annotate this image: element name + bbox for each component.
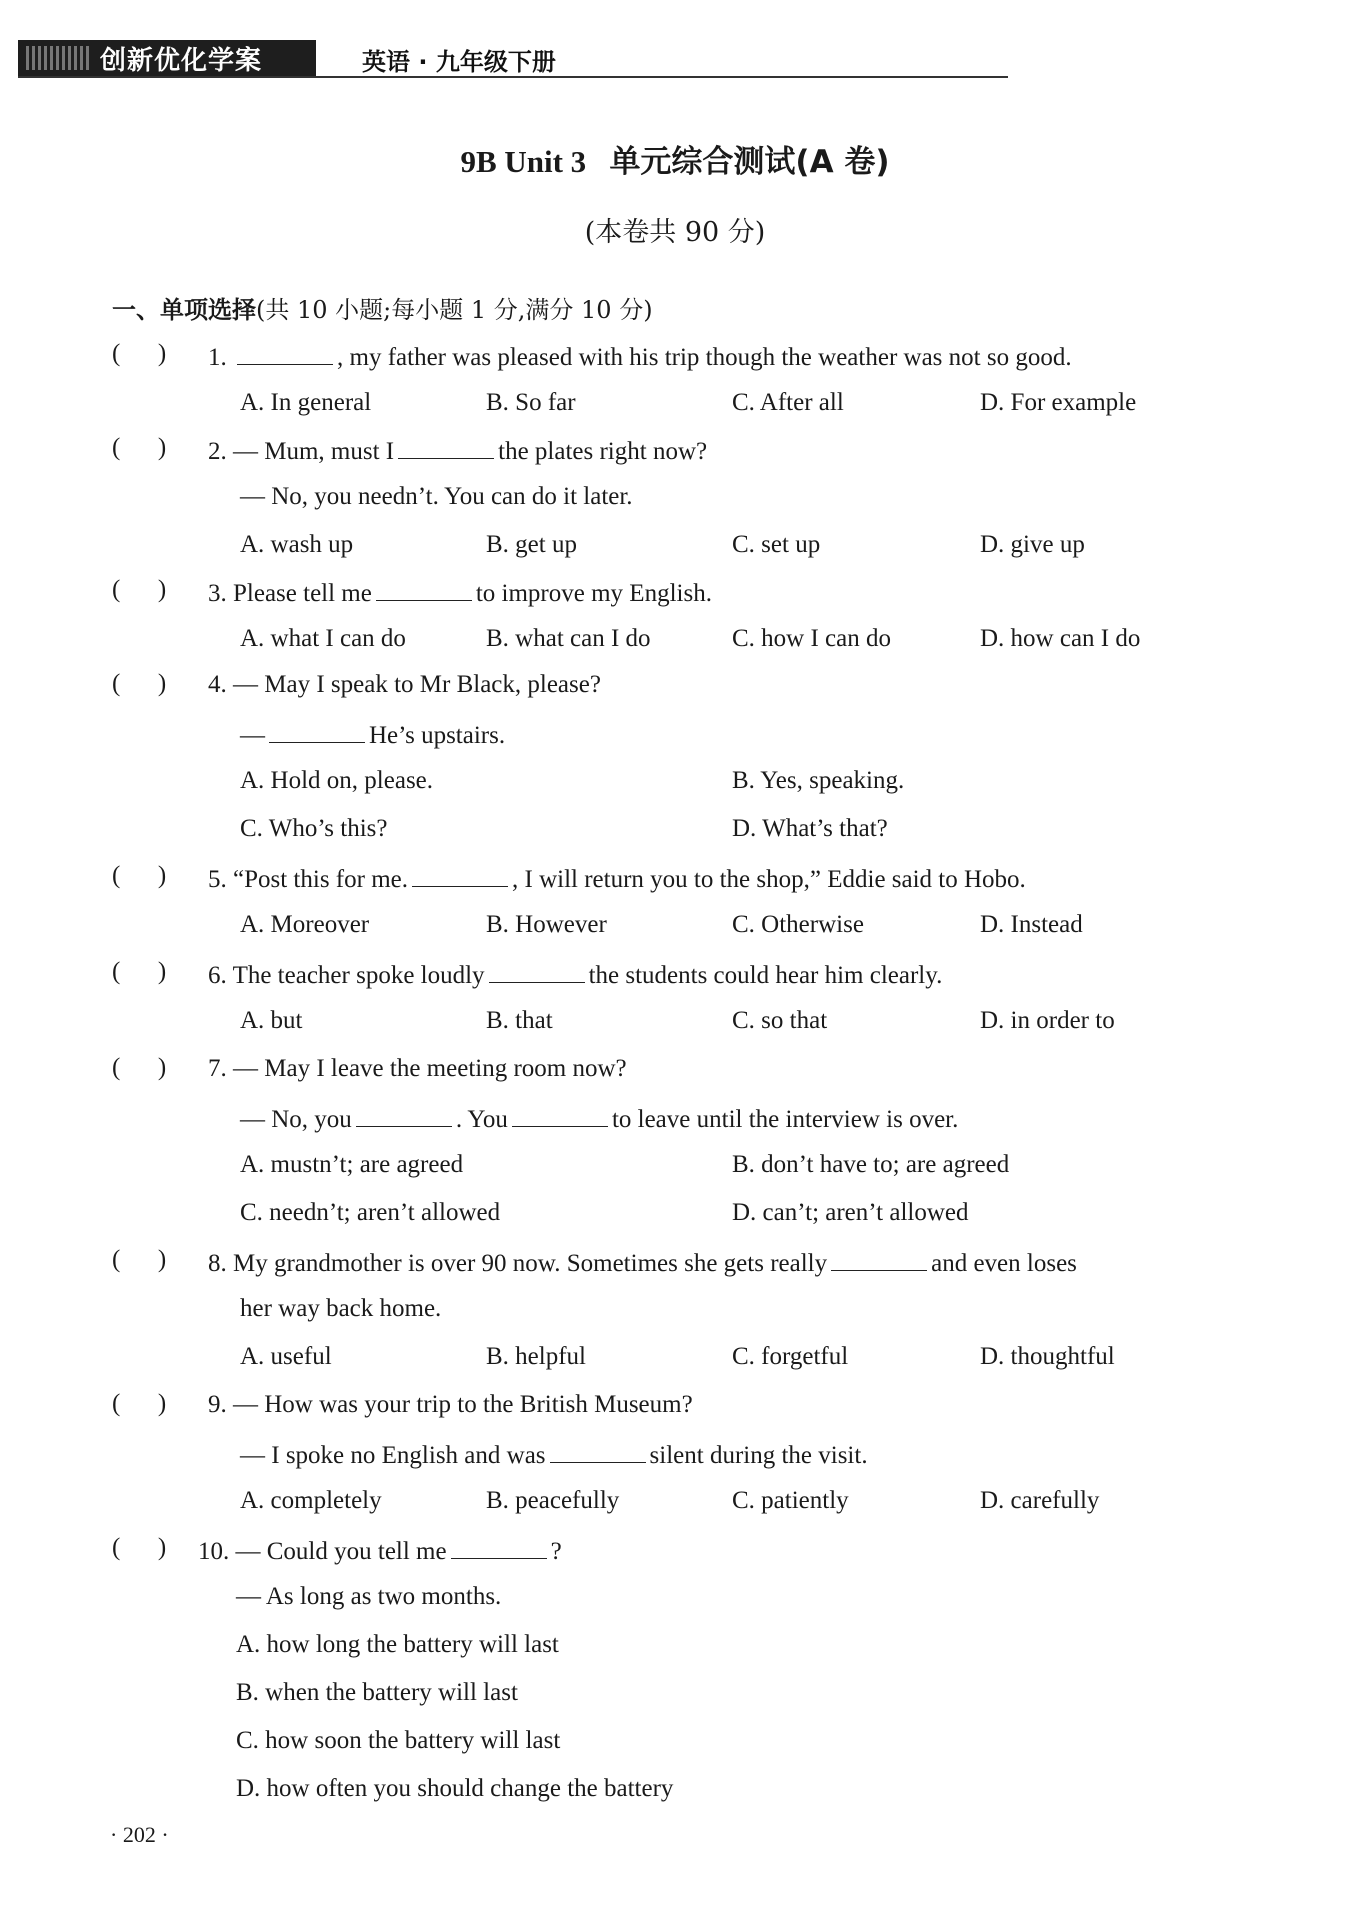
- question-4: [208, 670, 601, 700]
- answer-blank[interactable]: [269, 718, 365, 743]
- answer-paren[interactable]: ( ): [112, 1054, 167, 1081]
- header-brand: [18, 40, 316, 76]
- answer-paren[interactable]: ( ): [112, 340, 167, 367]
- answer-blank[interactable]: [512, 1102, 608, 1127]
- option-a[interactable]: A. wash up: [240, 531, 354, 558]
- option-a[interactable]: A. In general: [240, 389, 372, 416]
- question-number: 9.: [208, 1391, 227, 1418]
- title-unit: 9B Unit 3: [460, 144, 587, 179]
- option-d[interactable]: D. can’t; aren’t allowed: [732, 1199, 969, 1226]
- question-7: [208, 1054, 627, 1084]
- answer-blank[interactable]: [356, 1102, 452, 1127]
- question-number: 4.: [208, 671, 227, 698]
- option-a[interactable]: A. mustn’t; are agreed: [240, 1151, 464, 1178]
- option-d[interactable]: D. thoughtful: [980, 1343, 1115, 1370]
- question-text: — Mum, must I: [233, 438, 395, 465]
- question-10: [198, 1534, 562, 1567]
- question-text: He’s upstairs.: [369, 722, 506, 749]
- question-text: to leave until the interview is over.: [611, 1106, 959, 1133]
- option-c[interactable]: C. how soon the battery will last: [236, 1727, 561, 1754]
- question-10-line2: — As long as two months.: [236, 1583, 502, 1610]
- question-text: — How was your trip to the British Museum?: [233, 1391, 693, 1418]
- question-number: 3.: [208, 580, 227, 607]
- answer-blank[interactable]: [451, 1534, 547, 1559]
- option-a[interactable]: A. but: [240, 1007, 303, 1034]
- question-2: [208, 434, 707, 467]
- question-text: to improve my English.: [475, 580, 712, 607]
- question-number: 8.: [208, 1250, 227, 1277]
- answer-paren[interactable]: ( ): [112, 434, 167, 461]
- question-number: 1.: [208, 344, 227, 371]
- page-subtitle: (本卷共 90 分): [584, 217, 766, 248]
- question-6: [208, 958, 942, 991]
- question-9: [208, 1390, 693, 1420]
- question-text: — I spoke no English and was: [240, 1442, 546, 1469]
- question-7-line2: [240, 1102, 958, 1135]
- question-5: [208, 862, 1026, 895]
- option-d[interactable]: D. how often you should change the battery: [236, 1775, 674, 1802]
- question-text: Please tell me: [233, 580, 372, 607]
- answer-paren[interactable]: ( ): [112, 1246, 167, 1273]
- question-2-line2: — No, you needn’t. You can do it later.: [240, 483, 633, 510]
- answer-paren[interactable]: ( ): [112, 576, 167, 603]
- option-c[interactable]: C. needn’t; aren’t allowed: [240, 1199, 501, 1226]
- question-text: ?: [550, 1538, 562, 1565]
- option-d[interactable]: D. how can I do: [980, 625, 1141, 652]
- answer-blank[interactable]: [376, 576, 472, 601]
- question-text: — May I leave the meeting room now?: [233, 1055, 627, 1082]
- option-c[interactable]: C. so that: [732, 1007, 828, 1034]
- option-d[interactable]: D. carefully: [980, 1487, 1100, 1514]
- brand-text: 创新优化学案: [100, 45, 263, 76]
- option-d[interactable]: D. For example: [980, 389, 1137, 416]
- question-8-line2: her way back home.: [240, 1295, 442, 1322]
- question-9-line2: [240, 1438, 868, 1471]
- header-divider: [18, 76, 1008, 78]
- section-note: (共 10 小题;每小题 1 分,满分 10 分): [256, 296, 653, 324]
- answer-paren[interactable]: ( ): [112, 958, 167, 985]
- option-c[interactable]: C. Who’s this?: [240, 815, 388, 842]
- question-text: —: [240, 722, 265, 749]
- page-title: [0, 136, 1350, 181]
- option-b[interactable]: B. peacefully: [486, 1487, 620, 1514]
- option-a[interactable]: A. Moreover: [240, 911, 370, 938]
- question-number: 7.: [208, 1055, 227, 1082]
- option-d[interactable]: D. give up: [980, 531, 1085, 558]
- question-text: and even loses: [931, 1250, 1077, 1277]
- answer-blank[interactable]: [489, 958, 585, 983]
- option-c[interactable]: C. Otherwise: [732, 911, 864, 938]
- answer-paren[interactable]: ( ): [112, 862, 167, 889]
- question-1: [208, 340, 1072, 373]
- question-text: , I will return you to the shop,” Eddie said to Hobo.: [512, 866, 1026, 893]
- section-heading: [112, 290, 653, 325]
- option-c[interactable]: C. forgetful: [732, 1343, 849, 1370]
- section-label: 一、单项选择: [112, 296, 256, 324]
- option-c[interactable]: C. how I can do: [732, 625, 891, 652]
- question-3: [208, 576, 712, 609]
- question-number: 5.: [208, 866, 227, 893]
- question-text: My grandmother is over 90 now. Sometimes she gets really: [233, 1250, 828, 1277]
- option-b[interactable]: B. However: [486, 911, 607, 938]
- option-a[interactable]: A. Hold on, please.: [240, 767, 434, 794]
- question-text: the students could hear him clearly.: [588, 962, 943, 989]
- option-b[interactable]: B. when the battery will last: [236, 1679, 518, 1706]
- answer-paren[interactable]: ( ): [112, 1534, 167, 1561]
- option-c[interactable]: C. set up: [732, 531, 821, 558]
- title-name: 单元综合测试(A 卷): [609, 144, 890, 180]
- answer-blank[interactable]: [550, 1438, 646, 1463]
- option-b[interactable]: B. So far: [486, 389, 576, 416]
- question-text: — Could you tell me: [235, 1538, 447, 1565]
- question-text: — No, you: [240, 1106, 352, 1133]
- question-number: 6.: [208, 962, 227, 989]
- header-subject: 英语 · 九年级下册: [362, 48, 556, 76]
- answer-blank[interactable]: [831, 1246, 927, 1271]
- option-c[interactable]: C. After all: [732, 389, 844, 416]
- question-text: silent during the visit.: [649, 1442, 868, 1469]
- option-b[interactable]: B. get up: [486, 531, 577, 558]
- question-8: [208, 1246, 1077, 1279]
- question-number: 2.: [208, 438, 227, 465]
- option-d[interactable]: D. What’s that?: [732, 815, 888, 842]
- option-b[interactable]: B. that: [486, 1007, 553, 1034]
- option-b[interactable]: B. helpful: [486, 1343, 586, 1370]
- answer-blank[interactable]: [412, 862, 508, 887]
- option-b[interactable]: B. don’t have to; are agreed: [732, 1151, 1010, 1178]
- question-text: The teacher spoke loudly: [232, 962, 485, 989]
- question-text: the plates right now?: [498, 438, 708, 465]
- question-text: “Post this for me.: [233, 866, 408, 893]
- question-text: . You: [455, 1106, 508, 1133]
- option-d[interactable]: D. Instead: [980, 911, 1083, 938]
- option-b[interactable]: B. what can I do: [486, 625, 651, 652]
- option-d[interactable]: D. in order to: [980, 1007, 1115, 1034]
- question-4-line2: [240, 718, 505, 751]
- brand-decoration-icon: [26, 46, 90, 70]
- question-text: , my father was pleased with his trip though the weather was not so good.: [337, 344, 1072, 371]
- answer-blank[interactable]: [237, 340, 333, 365]
- option-a[interactable]: A. how long the battery will last: [236, 1631, 559, 1658]
- question-text: — May I speak to Mr Black, please?: [233, 671, 601, 698]
- option-a[interactable]: A. useful: [240, 1343, 332, 1370]
- answer-paren[interactable]: ( ): [112, 670, 167, 697]
- answer-blank[interactable]: [398, 434, 494, 459]
- option-c[interactable]: C. patiently: [732, 1487, 849, 1514]
- answer-paren[interactable]: ( ): [112, 1390, 167, 1417]
- question-number: 10.: [198, 1538, 230, 1565]
- option-b[interactable]: B. Yes, speaking.: [732, 767, 905, 794]
- page-number: · 202 ·: [110, 1822, 169, 1847]
- option-a[interactable]: A. what I can do: [240, 625, 406, 652]
- option-a[interactable]: A. completely: [240, 1487, 382, 1514]
